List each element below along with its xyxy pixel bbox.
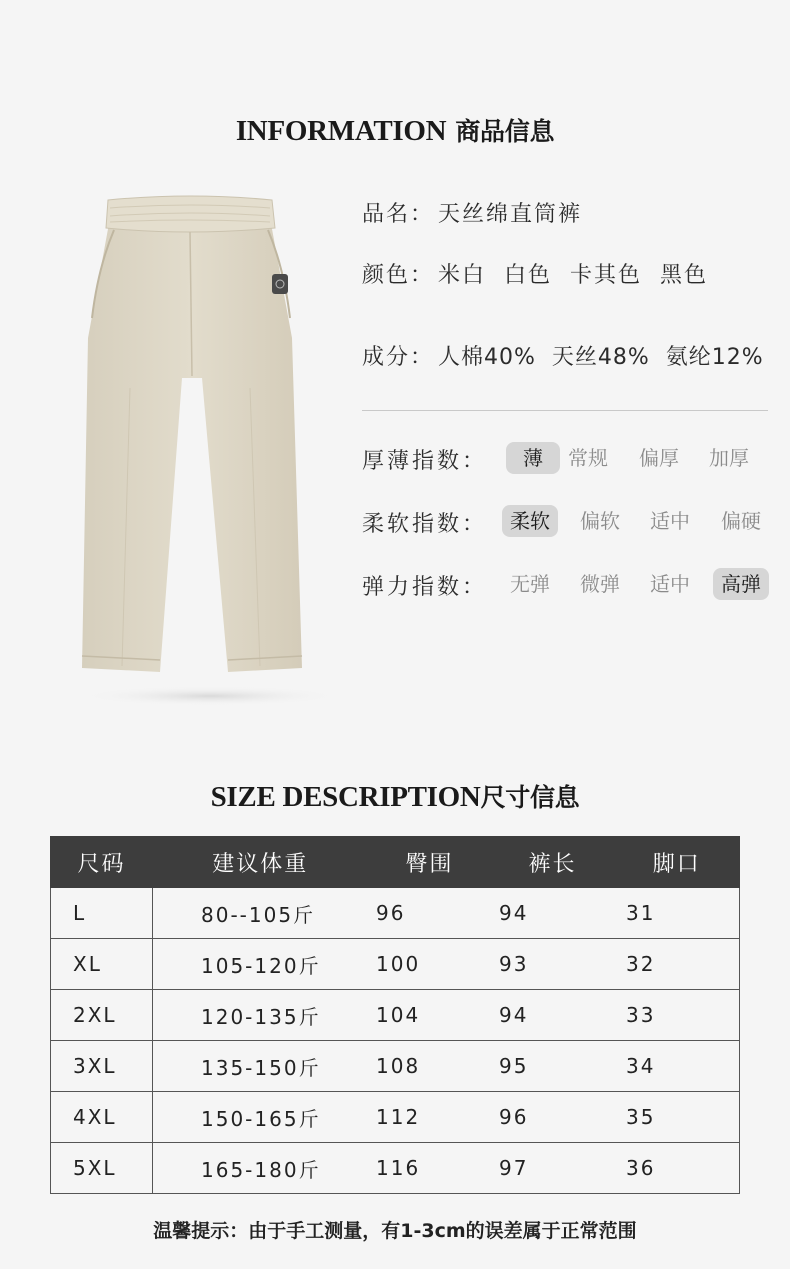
size-table — [50, 836, 740, 1194]
elasticity-option-high: 高弹 — [713, 568, 769, 600]
softness-option-fairly-soft: 偏软 — [580, 509, 620, 533]
elasticity-option-slight: 微弹 — [580, 572, 620, 596]
thickness-label: 厚薄指数： — [362, 448, 488, 474]
size-title-zh: 尺寸信息 — [480, 783, 580, 812]
header-weight: 建议体重 — [153, 837, 369, 888]
cell-hem: 35 — [614, 1092, 740, 1143]
table-row — [51, 888, 740, 939]
cell-weight: 80--105斤 — [153, 888, 369, 939]
thickness-option-thin: 薄 — [506, 442, 560, 474]
cell-weight: 135-150斤 — [153, 1041, 369, 1092]
cell-length: 93 — [491, 939, 614, 990]
cell-size: 5XL — [51, 1143, 153, 1194]
information-title-zh: 商品信息 — [455, 117, 555, 146]
cell-hem: 32 — [614, 939, 740, 990]
thickness-option-thick: 加厚 — [709, 446, 749, 470]
size-title-en: SIZE DESCRIPTION — [210, 781, 481, 813]
cell-weight: 120-135斤 — [153, 990, 369, 1041]
elasticity-label: 弹力指数： — [362, 574, 488, 600]
cell-hip: 116 — [368, 1143, 491, 1194]
cell-hip: 96 — [368, 888, 491, 939]
cell-size: 3XL — [51, 1041, 153, 1092]
cell-hem: 36 — [614, 1143, 740, 1194]
size-table-header — [51, 837, 740, 888]
table-row — [51, 1143, 740, 1194]
product-composition-label: 成分： — [362, 345, 435, 370]
elasticity-option-none: 无弹 — [510, 572, 550, 596]
product-name-row — [362, 197, 582, 228]
product-color-row — [362, 258, 708, 289]
table-row — [51, 990, 740, 1041]
cell-weight: 150-165斤 — [153, 1092, 369, 1143]
cell-length: 94 — [491, 990, 614, 1041]
product-name-value: 天丝绵直筒裤 — [438, 202, 583, 227]
elasticity-index — [362, 568, 761, 602]
cell-hem: 34 — [614, 1041, 740, 1092]
product-composition-row — [362, 340, 764, 371]
cell-hip: 100 — [368, 939, 491, 990]
header-size: 尺码 — [51, 837, 153, 888]
cell-length: 97 — [491, 1143, 614, 1194]
product-color-value: 米白 白色 卡其色 黑色 — [438, 263, 708, 288]
product-color-label: 颜色： — [362, 263, 435, 288]
thickness-index — [362, 442, 749, 476]
thickness-option-thicker: 偏厚 — [639, 446, 679, 470]
product-name-label: 品名： — [362, 202, 435, 227]
softness-label: 柔软指数： — [362, 511, 488, 537]
cell-hip: 108 — [368, 1041, 491, 1092]
product-composition-value: 人棉40% 天丝48% 氨纶12% — [438, 345, 764, 370]
table-row — [51, 939, 740, 990]
information-title-en: INFORMATION — [235, 115, 447, 147]
cell-size: 2XL — [51, 990, 153, 1041]
softness-option-soft: 柔软 — [502, 505, 558, 537]
softness-option-medium: 适中 — [650, 509, 690, 533]
information-title — [0, 112, 790, 148]
header-hip: 臀围 — [368, 837, 491, 888]
cell-length: 95 — [491, 1041, 614, 1092]
table-row — [51, 1092, 740, 1143]
cell-hip: 112 — [368, 1092, 491, 1143]
table-row — [51, 1041, 740, 1092]
header-length: 裤长 — [491, 837, 614, 888]
cell-hem: 31 — [614, 888, 740, 939]
cell-weight: 105-120斤 — [153, 939, 369, 990]
elasticity-option-medium: 适中 — [650, 572, 690, 596]
pants-image — [70, 188, 340, 708]
thickness-option-regular: 常规 — [568, 446, 608, 470]
cell-length: 94 — [491, 888, 614, 939]
softness-index — [362, 505, 761, 539]
cell-size: 4XL — [51, 1092, 153, 1143]
cell-size: L — [51, 888, 153, 939]
cell-hem: 33 — [614, 990, 740, 1041]
cell-hip: 104 — [368, 990, 491, 1041]
header-hem: 脚口 — [614, 837, 740, 888]
cell-weight: 165-180斤 — [153, 1143, 369, 1194]
softness-option-fairly-hard: 偏硬 — [721, 509, 761, 533]
divider — [362, 410, 768, 411]
size-description-title — [0, 778, 790, 814]
cell-length: 96 — [491, 1092, 614, 1143]
measurement-tip: 温馨提示：由于手工测量，有1-3cm的误差属于正常范围 — [153, 1220, 637, 1242]
cell-size: XL — [51, 939, 153, 990]
